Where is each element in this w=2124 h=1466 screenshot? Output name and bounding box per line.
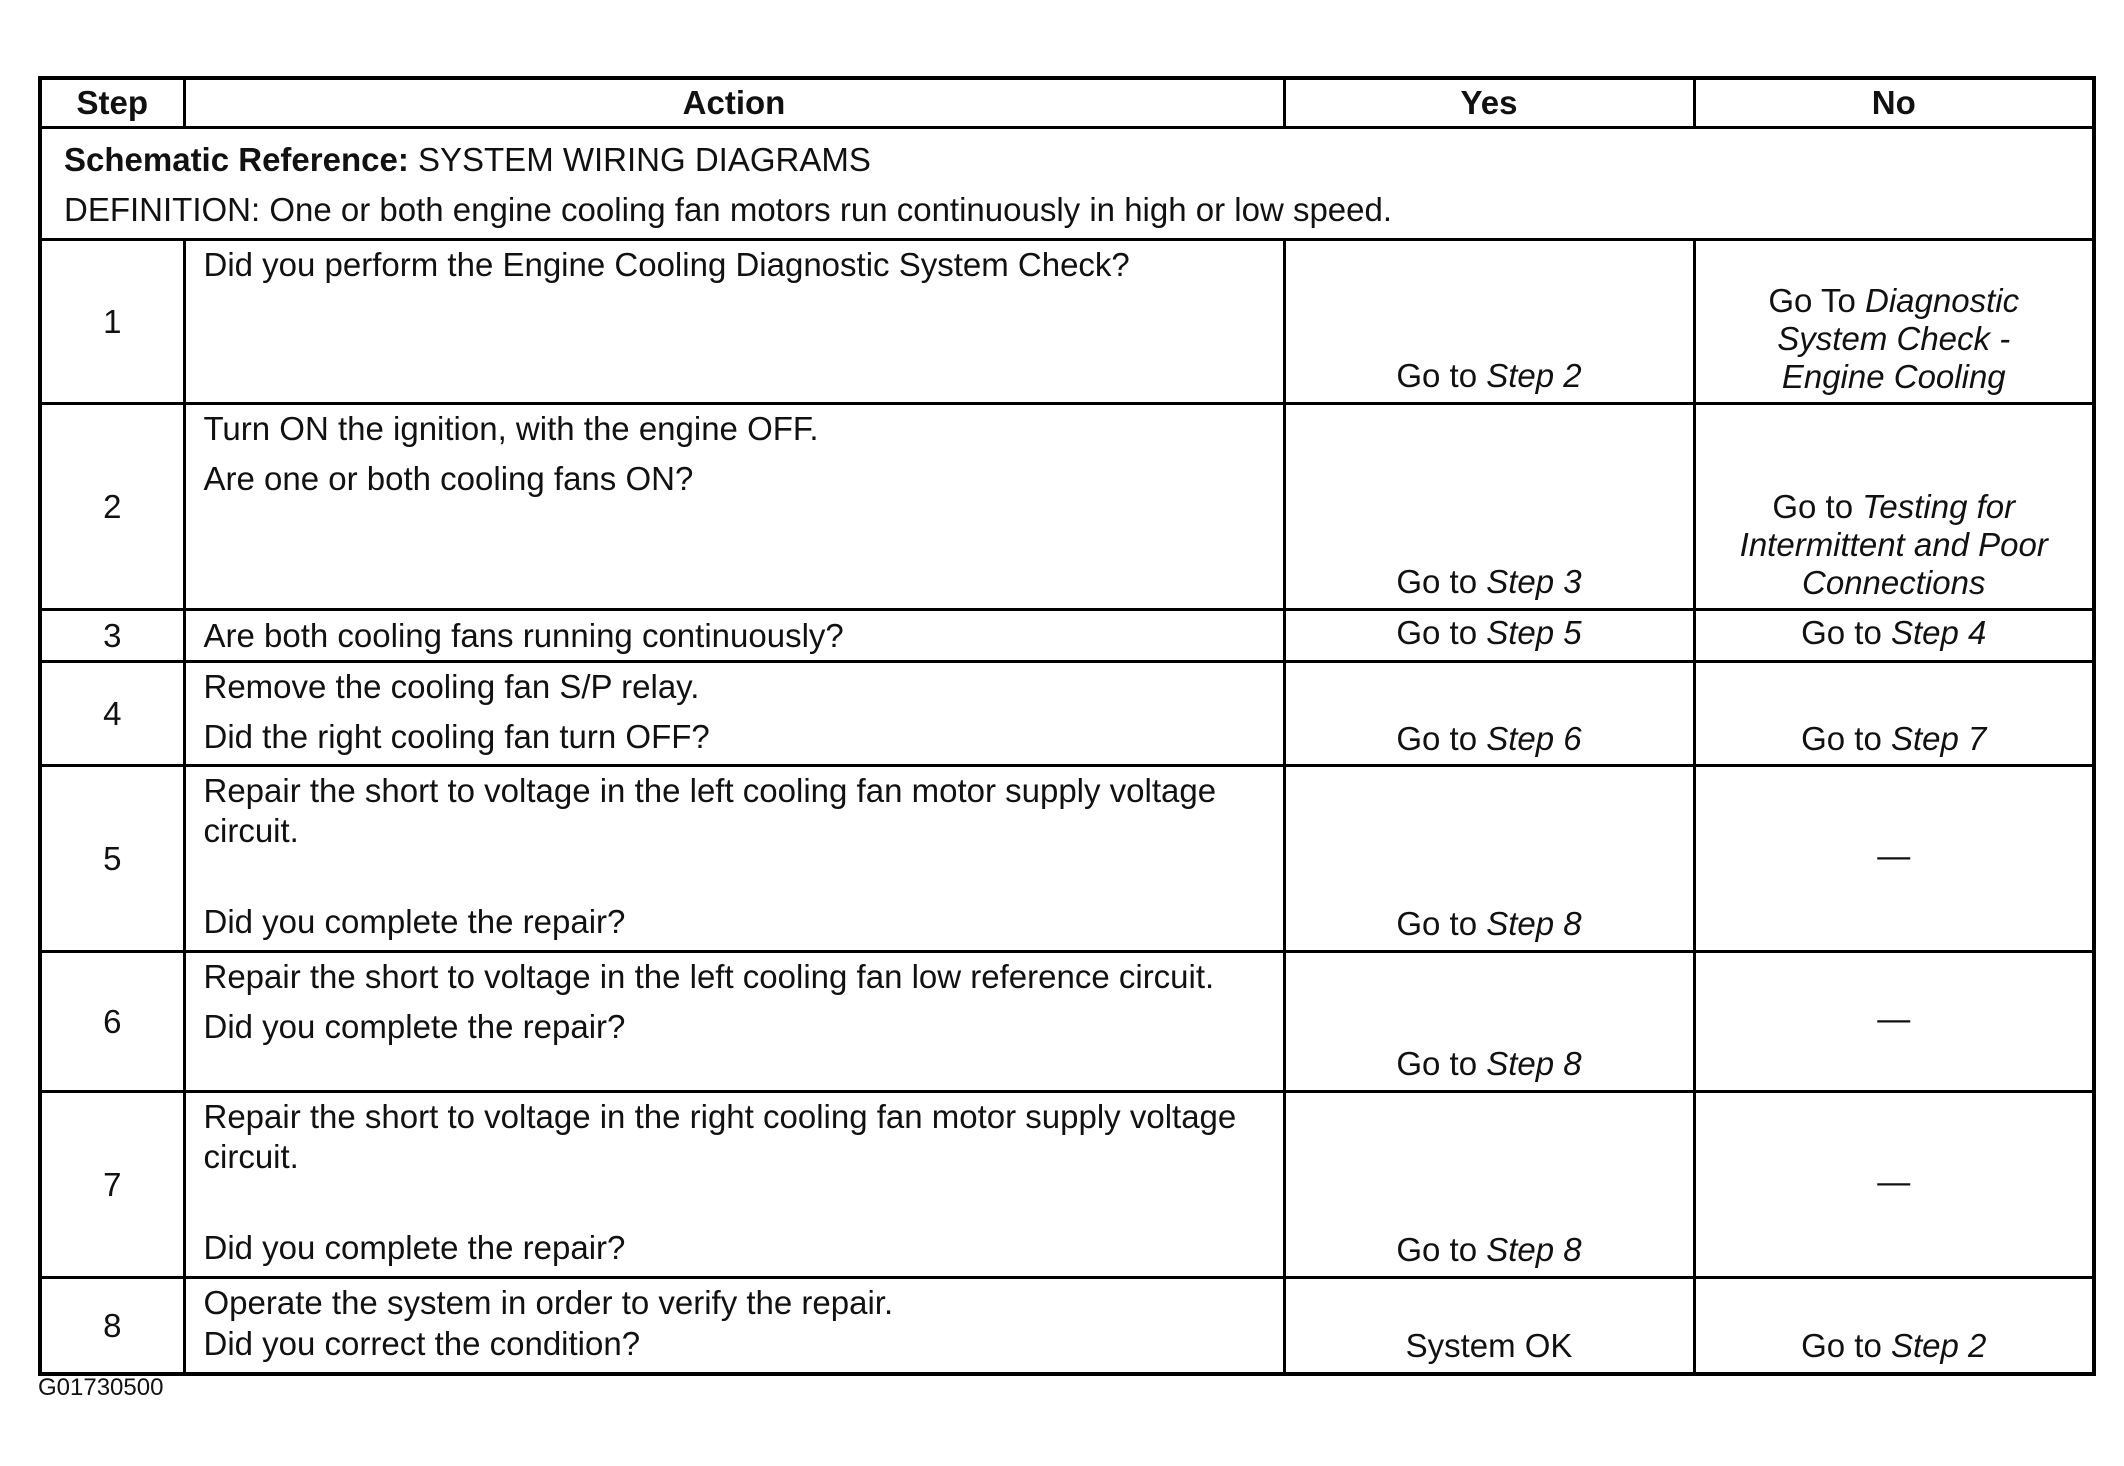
header-yes: Yes [1284, 78, 1694, 128]
no-cell [1694, 404, 2094, 610]
yes-step-link[interactable]: Step 2 [1486, 357, 1582, 395]
action-text: Repair the short to voltage in the left cooling fan motor supply voltage circuit. [203, 772, 1217, 849]
table-row [40, 662, 2094, 766]
go-to-prefix: Go to [1772, 488, 1863, 526]
action-cell [184, 1277, 1284, 1374]
step-number: 5 [40, 766, 184, 952]
action-cell [184, 1091, 1284, 1277]
step-number: 2 [40, 404, 184, 610]
no-ref-line-2[interactable]: System Check - [1777, 320, 2011, 358]
yes-cell [1284, 610, 1694, 662]
action-cell [184, 662, 1284, 766]
yes-step-link[interactable]: Step 5 [1486, 613, 1582, 651]
schematic-label: Schematic Reference: [64, 141, 409, 178]
go-to-prefix: Go to [1396, 1045, 1487, 1083]
table-row [40, 404, 2094, 610]
table-row [40, 1091, 2094, 1277]
go-to-prefix: Go to [1801, 613, 1891, 651]
yes-cell [1284, 404, 1694, 610]
action-text: Did you perform the Engine Cooling Diagnostic System Check? [203, 246, 1130, 283]
table-row [40, 1277, 2094, 1374]
action-question: Did you complete the repair? [203, 1229, 626, 1267]
step-number: 1 [40, 240, 184, 404]
action-cell [184, 610, 1284, 662]
table-row [40, 766, 2094, 952]
step-number: 3 [40, 610, 184, 662]
table-row [40, 951, 2094, 1091]
no-cell [1694, 662, 2094, 766]
go-to-prefix: Go to [1396, 719, 1487, 757]
diagnostic-table [38, 76, 2096, 1376]
action-question: Are one or both cooling fans ON? [203, 459, 694, 497]
no-ref-line-1[interactable]: Diagnostic [1865, 282, 2020, 320]
step-number: 7 [40, 1091, 184, 1277]
go-to-prefix: Go to [1396, 905, 1487, 943]
action-cell [184, 240, 1284, 404]
no-step-link[interactable]: Step 2 [1890, 1327, 1987, 1365]
table-row [40, 610, 2094, 662]
action-cell [184, 404, 1284, 610]
yes-step-link[interactable]: Step 3 [1486, 563, 1582, 601]
step-number: 6 [40, 951, 184, 1091]
yes-step-link[interactable]: Step 8 [1486, 905, 1582, 943]
action-text: Are both cooling fans running continuously? [203, 616, 844, 654]
yes-cell [1284, 662, 1694, 766]
go-to-prefix: Go to [1396, 357, 1487, 395]
go-to-prefix: Go to [1396, 1231, 1487, 1269]
no-cell [1694, 240, 2094, 404]
definition: DEFINITION: One or both engine cooling fan motors run continuously in high or low speed. [64, 190, 1393, 228]
action-text: Operate the system in order to verify the repair. [203, 1283, 894, 1321]
reference-cell [40, 128, 2094, 240]
no-ref-line-3[interactable]: Engine Cooling [1781, 358, 2006, 396]
action-text: Remove the cooling fan S/P relay. [203, 668, 700, 705]
schematic-value: SYSTEM WIRING DIAGRAMS [408, 141, 871, 178]
step-number: 8 [40, 1277, 184, 1374]
yes-step-link[interactable]: Step 8 [1486, 1231, 1582, 1269]
no-ref-line-1[interactable]: Testing for [1862, 488, 2016, 526]
go-to-prefix: Go to [1801, 719, 1891, 757]
no-cell [1694, 610, 2094, 662]
action-question: Did you correct the condition? [203, 1325, 641, 1363]
yes-step-link[interactable]: Step 8 [1486, 1045, 1582, 1083]
go-to-prefix: Go to [1396, 563, 1487, 601]
table-row [40, 240, 2094, 404]
action-text: Turn ON the ignition, with the engine OFF. [203, 410, 819, 447]
action-text: Repair the short to voltage in the left cooling fan low reference circuit. [203, 957, 1215, 995]
no-cell [1694, 1277, 2094, 1374]
no-ref-line-2[interactable]: Intermittent and Poor [1739, 526, 2048, 564]
go-to-prefix: Go to [1396, 613, 1487, 651]
no-cell: — [1694, 1091, 2094, 1277]
header-no: No [1694, 78, 2094, 128]
action-cell [184, 766, 1284, 952]
header-step: Step [40, 78, 184, 128]
yes-cell [1284, 766, 1694, 952]
yes-cell [1284, 240, 1694, 404]
step-number: 4 [40, 662, 184, 766]
yes-cell: System OK [1284, 1277, 1694, 1374]
action-cell [184, 951, 1284, 1091]
no-ref-line-3[interactable]: Connections [1802, 564, 1986, 602]
go-to-prefix: Go To [1768, 282, 1866, 320]
action-question: Did the right cooling fan turn OFF? [203, 717, 710, 755]
action-text: Repair the short to voltage in the right cooling fan motor supply voltage circuit. [203, 1097, 1237, 1175]
figure-id: G01730500 [38, 1374, 164, 1401]
action-question: Did you complete the repair? [203, 903, 626, 941]
schematic-reference [64, 135, 2070, 185]
no-step-link[interactable]: Step 4 [1890, 613, 1987, 651]
reference-row [40, 128, 2094, 240]
no-cell: — [1694, 951, 2094, 1091]
header-row [40, 78, 2094, 128]
yes-cell [1284, 951, 1694, 1091]
yes-step-link[interactable]: Step 6 [1486, 719, 1582, 757]
header-action: Action [184, 78, 1284, 128]
no-cell: — [1694, 766, 2094, 952]
yes-cell [1284, 1091, 1694, 1277]
action-question: Did you complete the repair? [203, 1007, 626, 1045]
go-to-prefix: Go to [1801, 1327, 1891, 1365]
no-step-link[interactable]: Step 7 [1890, 719, 1987, 757]
